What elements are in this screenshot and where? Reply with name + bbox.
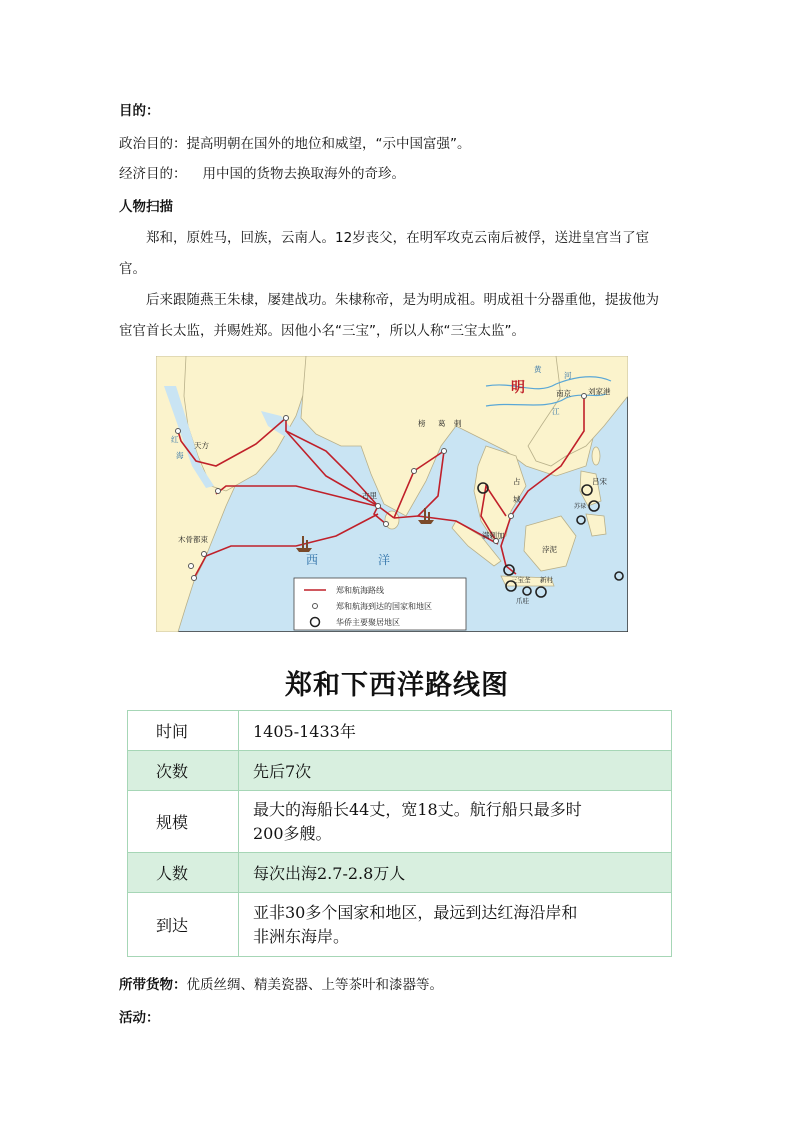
label-bang: 榜 [418,419,426,428]
table-row [128,853,672,893]
goods-line [119,975,443,995]
goods-text: 优质丝绸、精美瓷器、上等茶叶和漆器等。 [186,977,443,993]
row-value-line1: 亚非30多个国家和地区，最远到达红海沿岸和 [253,902,578,922]
label-la: 剌 [454,419,462,428]
economic-purpose [119,164,405,184]
legend-visited-swatch [313,604,318,609]
label-mugudushu: 木骨都束 [178,535,208,544]
label-liujiagang: 刘家港 [588,387,611,396]
legend-overseas: 华侨主要聚居地区 [336,618,400,627]
row-value: 每次出海2.7-2.8万人 [239,853,672,893]
label-boni: 浡泥 [542,545,557,554]
political-text: 提高明朝在国外的地位和威望，“示中国富强”。 [186,136,471,152]
map-caption: 郑和下西洋路线图 [285,670,509,701]
label-he: 河 [564,371,572,380]
political-purpose [119,134,471,154]
label-cheng: 城 [513,495,521,504]
label-manlajia: 满剌加 [482,531,505,540]
legend-route: 郑和航海路线 [336,586,384,595]
person-heading: 人物扫描 [119,199,173,215]
table-row [128,711,672,751]
bio-p1-line1: 郑和，原姓马，回族，云南人。12岁丧父，在明军攻克云南后被俘，送进皇宫当了宦 [146,230,650,246]
bio-p2-line2: 宦官首长太监，并赐姓郑。因他小名“三宝”，所以人称“三宝太监”。 [119,323,525,339]
label-sulu: 苏禄 [574,503,587,510]
economic-label: 经济目的： [119,166,187,182]
legend-visited: 郑和航海到达的国家和地区 [336,602,432,611]
row-value-line1: 最大的海船长44丈，宽18丈。航行船只最多时 [253,799,582,819]
label-jiang: 江 [552,407,560,416]
row-value: 先后7次 [239,751,672,791]
taiwan [592,447,600,465]
label-zhuawa: 爪哇 [516,597,529,605]
row-key: 规模 [128,791,239,853]
voyage-info-table [127,710,672,957]
row-value [239,791,672,853]
goods-label: 所带货物： [119,977,187,993]
label-xi: 西 [306,553,319,567]
voyage-map [156,356,628,632]
row-value [239,893,672,957]
bio-p2-line1: 后来跟随燕王朱棣，屡建战功。朱棣称帝，是为明成祖。明成祖十分器重他，提拔他为 [146,292,659,308]
map-legend [294,578,466,630]
label-ming: 明 [511,380,525,396]
label-hong: 红 [171,435,179,444]
label-sanbao: 三宝垄 [511,576,531,584]
label-nanjing: 南京 [556,389,571,398]
row-value: 1405-1433年 [239,711,672,751]
label-lvsong: 吕宋 [592,477,607,486]
label-huang: 黄 [534,365,542,374]
label-ge: 葛 [438,419,446,428]
table-row [128,791,672,853]
row-value-line2: 200多艘。 [253,823,332,843]
activity-heading: 活动： [119,1010,160,1026]
row-value-line2: 非洲东海岸。 [253,926,350,946]
label-xincun: 新村 [540,576,553,584]
table-row [128,893,672,957]
label-zhan: 占 [513,477,521,486]
label-guli: 古里 [362,491,377,500]
political-label: 政治目的： [119,136,187,152]
economic-text: 用中国的货物去换取海外的奇珍。 [202,166,405,182]
row-key: 时间 [128,711,239,751]
row-key: 到达 [128,893,239,957]
label-red-sea: 海 [176,451,184,460]
table-row [128,751,672,791]
label-yang: 洋 [378,553,391,567]
purpose-heading: 目的： [119,103,160,119]
bio-p1-line2: 官。 [119,261,146,277]
row-key: 次数 [128,751,239,791]
label-tianfang: 天方 [194,441,209,450]
row-key: 人数 [128,853,239,893]
